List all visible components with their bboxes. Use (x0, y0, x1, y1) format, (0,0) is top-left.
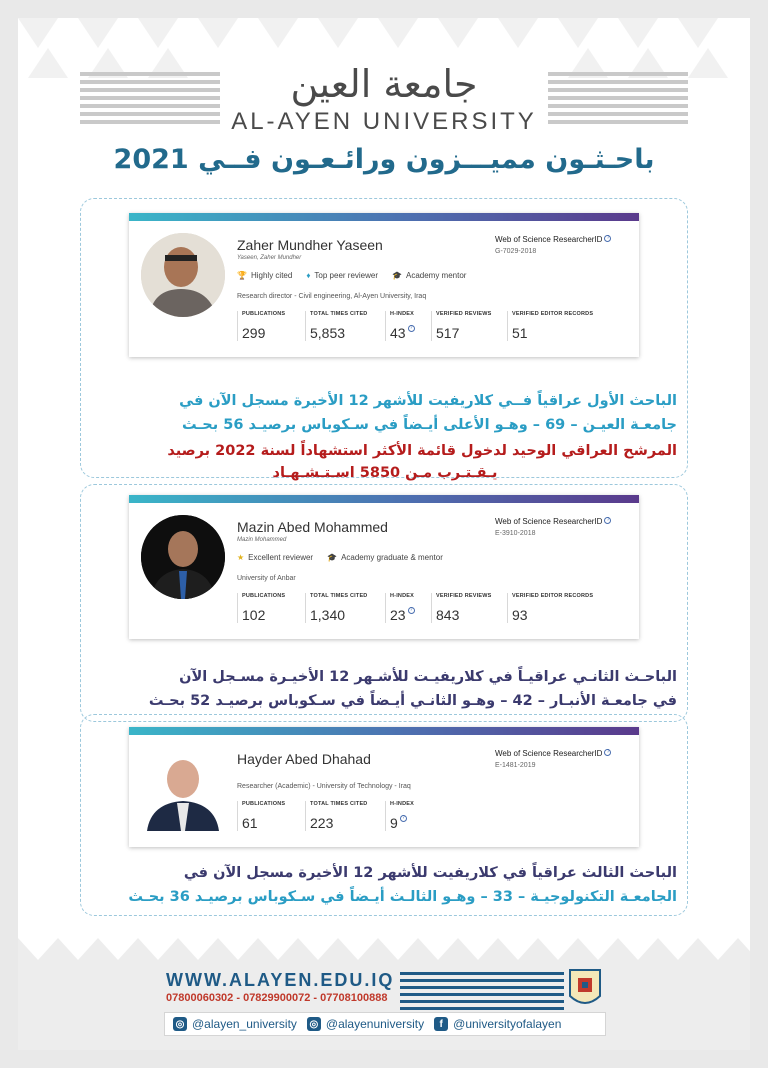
metric-editor-records: VERIFIED EDITOR RECORDS 51 (507, 311, 607, 341)
phone-numbers: 07800060302 - 07829900072 - 07708100888 (166, 992, 388, 1004)
badge-highly-cited: 🏆 Highly cited (237, 271, 293, 280)
researcher-1-line-4: يـقـتـرب مـن 5850 اسـتـشـهـاد (272, 465, 498, 481)
researcher-card-2 (129, 495, 639, 639)
researcher-2-line-2: في جامعـة الأنبـار – 42 – وهـو الثانـي أيـضاً في سـكوباس برصيـد 52 بحـث (148, 693, 677, 709)
wos-id-value: G-7029-2018 (495, 248, 537, 255)
researcher-3-line-1: الباحث الثالث عراقياً في كلاريفيت للأشهر 12 الأخيرة مسجل الآن في (183, 865, 677, 881)
wos-id-value: E-1481-2019 (495, 762, 536, 769)
metric-h-index: H-INDEX 9 ? (385, 801, 427, 831)
metric-publications: PUBLICATIONS 299 (237, 311, 301, 341)
badge-academy-graduate-mentor: 🎓 Academy graduate & mentor (327, 553, 443, 562)
researcher-2-line-1: الباحـث الثانـي عراقيـاً في كلاريفيـت للأشـهر 12 الأخيـرة مسـجل الآن (179, 669, 677, 685)
wos-researcher-id: Web of Science ResearcherID ? E-3910-2018 (495, 517, 611, 537)
website-link[interactable]: WWW.ALAYEN.EDU.IQ (166, 970, 395, 990)
page-title: باحـثـون مميـــزون ورائـعـون فــي 2021 (113, 144, 655, 175)
info-icon: ? (400, 815, 407, 822)
instagram-icon: ◎ (173, 1017, 187, 1031)
metric-h-index: H-INDEX 23 ? (385, 593, 427, 623)
metric-verified-reviews: VERIFIED REVIEWS 843 (431, 593, 503, 623)
metric-publications: PUBLICATIONS 102 (237, 593, 301, 623)
university-logo-english: AL-AYEN UNIVERSITY (231, 108, 537, 135)
card-header-bar (129, 495, 639, 503)
social-links-bar (164, 1012, 606, 1036)
card-header-bar (129, 727, 639, 735)
metric-publications: PUBLICATIONS 61 (237, 801, 301, 831)
researcher-affiliation: Researcher (Academic) - University of Technology - Iraq (237, 783, 411, 790)
badge-top-peer-reviewer: ♦ Top peer reviewer (306, 271, 379, 280)
university-header (18, 62, 750, 136)
metric-times-cited: TOTAL TIMES CITED 5,853 (305, 311, 381, 341)
metrics-row (237, 593, 611, 623)
researcher-alias: Yaseen, Zaher Mundher (237, 255, 302, 261)
researcher-affiliation: Research director - Civil engineering, Al-Ayen University, Iraq (237, 293, 427, 300)
metric-times-cited: TOTAL TIMES CITED 223 (305, 801, 381, 831)
researcher-1-line-2: جامعـة العيـن – 69 – وهـو الأعلى أيـضاً في سـكوباس برصيـد 56 بحـث (182, 417, 677, 433)
header-stripes-left (80, 72, 220, 128)
reviewer-ribbon-icon: ♦ (306, 271, 311, 280)
researcher-1-line-1: الباحث الأول عراقياً فــي كلاريفيت للأشهر 12 الأخيرة مسجل الآن في (179, 393, 677, 409)
metric-editor-records: VERIFIED EDITOR RECORDS 93 (507, 593, 607, 623)
info-icon: ? (604, 517, 611, 524)
researcher-3-line-2: الجامعـة التكنولوجيـة – 33 – وهـو الثالـث أيـضاً في سـكوباس برصيـد 36 بحـث (128, 889, 677, 905)
wos-researcher-id: Web of Science ResearcherID ? E-1481-2019 (495, 749, 611, 769)
researcher-card-3 (129, 727, 639, 847)
university-logo-arabic: جامعة العين (290, 62, 478, 106)
metric-times-cited: TOTAL TIMES CITED 1,340 (305, 593, 381, 623)
graduation-cap-icon: 🎓 (392, 271, 402, 280)
trophy-icon: 🏆 (237, 271, 247, 280)
researcher-name: Hayder Abed Dhahad (237, 751, 371, 767)
researcher-1-line-3: المرشح العراقي الوحيد لدخول قائمة الأكثر استشهاداً لسنة 2022 برصيد (167, 443, 677, 459)
researcher-name: Zaher Mundher Yaseen (237, 237, 383, 253)
social-instagram-2[interactable]: ◎ @alayenuniversity (307, 1017, 424, 1031)
info-icon: ? (604, 235, 611, 242)
researcher-photo (141, 747, 225, 831)
footer (18, 964, 750, 1050)
researcher-section-2 (80, 484, 688, 722)
star-icon: ★ (237, 553, 245, 562)
researcher-section-3 (80, 714, 688, 916)
facebook-icon: f (434, 1017, 448, 1031)
wos-researcher-id: Web of Science ResearcherID ? G-7029-2018 (495, 235, 611, 255)
card-header-bar (129, 213, 639, 221)
metrics-row (237, 801, 431, 831)
header-stripes-right (548, 72, 688, 128)
researcher-name: Mazin Abed Mohammed (237, 519, 388, 535)
info-icon: ? (408, 607, 415, 614)
graduation-cap-icon: 🎓 (327, 553, 338, 562)
poster (18, 18, 750, 1050)
badge-academy-mentor: 🎓 Academy mentor (392, 271, 467, 280)
researcher-section-1 (80, 198, 688, 481)
footer-stripes (400, 972, 564, 1014)
social-facebook[interactable]: f @universityofalayen (434, 1017, 561, 1031)
metric-verified-reviews: VERIFIED REVIEWS 517 (431, 311, 503, 341)
info-icon: ? (604, 749, 611, 756)
researcher-photo (141, 233, 225, 317)
instagram-icon: ◎ (307, 1017, 321, 1031)
researcher-alias: Mazin Mohammed (237, 537, 287, 543)
researcher-affiliation: University of Anbar (237, 575, 296, 582)
social-instagram-1[interactable]: ◎ @alayen_university (173, 1017, 297, 1031)
badge-excellent-reviewer: ★ Excellent reviewer (237, 553, 314, 562)
wos-id-value: E-3910-2018 (495, 530, 536, 537)
researcher-badges (237, 553, 443, 562)
researcher-card-1 (129, 213, 639, 357)
researcher-badges (237, 271, 466, 280)
university-crest-logo (568, 968, 602, 1010)
metrics-row (237, 311, 611, 341)
researcher-photo (141, 515, 225, 599)
metric-h-index: H-INDEX 43 ? (385, 311, 427, 341)
info-icon: ? (408, 325, 415, 332)
